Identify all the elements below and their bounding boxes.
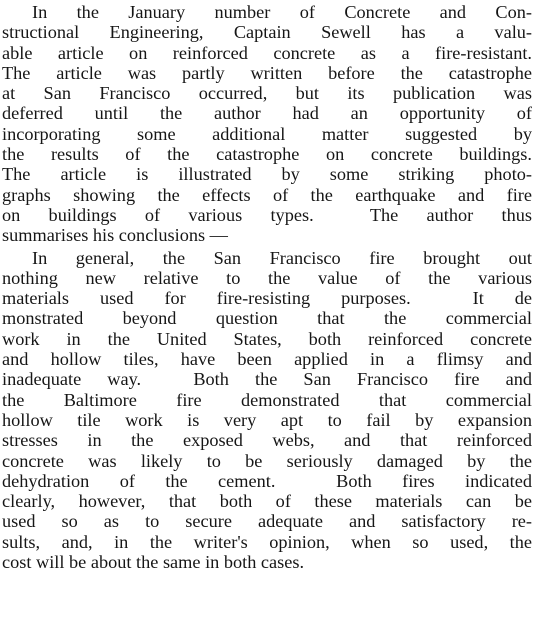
text-line: graphs showing the effects of the earthquake and fire	[2, 184, 532, 205]
text-line: incorporating some additional matter suggested by	[2, 123, 532, 144]
text-line: used so as to secure adequate and satisfactory re-	[2, 511, 532, 532]
text-line: the results of the catastrophe on concrete buildings.	[2, 144, 532, 165]
text-line: clearly, however, that both of these materials can be	[2, 491, 532, 512]
text-line: on buildings of various types. The author thus	[2, 204, 532, 225]
text-line: materials used for fire-resisting purposes. It de	[2, 288, 532, 309]
text-line: at San Francisco occurred, but its publication was	[2, 83, 532, 104]
text-line: inadequate way. Both the San Francisco fire and	[2, 369, 532, 390]
text-line: hollow tile work is very apt to fail by expansion	[2, 409, 532, 430]
text-line: and hollow tiles, have been applied in a flimsy and	[2, 349, 532, 370]
text-line: The article is illustrated by some striking photo-	[2, 164, 532, 185]
text-line: summarises his conclusions —	[2, 225, 228, 246]
text-line: cost will be about the same in both cases.	[2, 552, 305, 573]
paragraph-conclusions	[2, 248, 532, 573]
text-line: deferred until the author had an opportunity of	[2, 103, 532, 124]
text-line: In general, the San Francisco fire brought out	[32, 247, 532, 268]
text-line: sults, and, in the writer's opinion, when so used, the	[2, 531, 532, 552]
text-line: nothing new relative to the value of the various	[2, 267, 532, 288]
text-line: The article was partly written before the catastrophe	[2, 62, 532, 83]
text-line: In the January number of Concrete and Con-	[32, 2, 532, 22]
text-line: structional Engineering, Captain Sewell has a valu-	[2, 22, 532, 43]
text-line: monstrated beyond question that the commercial	[2, 308, 532, 329]
text-line: work in the United States, both reinforced concrete	[2, 328, 532, 349]
text-line: dehydration of the cement. Both fires indicated	[2, 470, 532, 491]
text-line: the Baltimore fire demonstrated that commercial	[2, 389, 532, 410]
paragraph-intro	[2, 2, 532, 246]
article-page	[2, 2, 532, 572]
text-line: able article on reinforced concrete as a fire-resistant.	[2, 42, 532, 63]
text-line: concrete was likely to be seriously damaged by the	[2, 450, 532, 471]
text-line: stresses in the exposed webs, and that reinforced	[2, 430, 532, 451]
